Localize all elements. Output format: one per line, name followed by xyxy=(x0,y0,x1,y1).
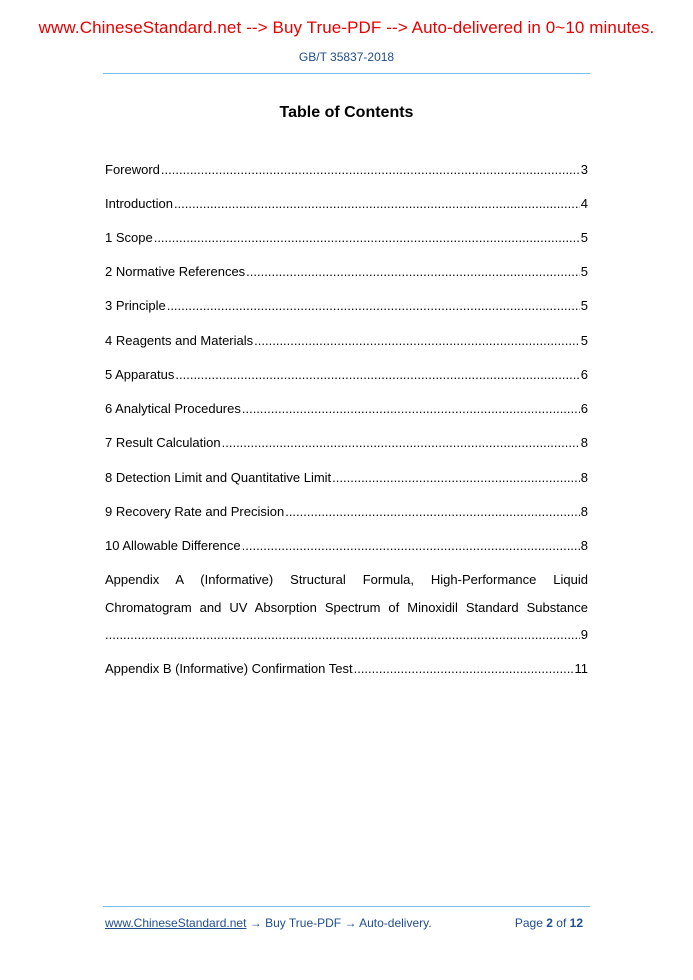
toc-entry-title: Appendix B (Informative) Confirmation Test xyxy=(105,661,353,676)
toc-entry-title: 9 Recovery Rate and Precision xyxy=(105,504,285,519)
toc-entry-page: 8 xyxy=(580,435,588,450)
footer-promo-text: → Buy True-PDF → Auto-delivery. xyxy=(246,916,432,930)
toc-leader-dots xyxy=(167,297,580,315)
toc-entry-normative-references[interactable] xyxy=(105,263,588,281)
toc-entry-apparatus[interactable] xyxy=(105,366,588,384)
toc-entry-title: Introduction xyxy=(105,196,173,211)
toc-entry-page: 5 xyxy=(580,264,588,279)
toc-entry-title: Foreword xyxy=(105,162,160,177)
toc-leader-dots xyxy=(332,469,580,487)
toc-entry-appendix-b[interactable] xyxy=(105,660,588,678)
toc-entry-title: 1 Scope xyxy=(105,230,153,245)
toc-entry-page: 11 xyxy=(574,661,588,676)
toc-leader-dots xyxy=(105,626,580,644)
toc-entry-title: 8 Detection Limit and Quantitative Limit xyxy=(105,470,332,485)
toc-entry-page: 8 xyxy=(580,538,588,553)
toc-leader-dots xyxy=(161,161,580,179)
toc-entry-page: 5 xyxy=(580,298,588,313)
toc-entry-title: 7 Result Calculation xyxy=(105,435,221,450)
footer-page-indicator xyxy=(515,916,583,930)
toc-leader-dots xyxy=(254,332,580,350)
toc-leader-dots xyxy=(242,537,580,555)
toc-entry-appendix-a-line1[interactable]: Appendix A (Informative) Structural Formula, High-Performance Liquid xyxy=(105,572,588,587)
header-divider xyxy=(103,73,590,74)
toc-entry-scope[interactable] xyxy=(105,229,588,247)
toc-entry-appendix-a-page-line[interactable] xyxy=(105,626,588,644)
doc-code-header: GB/T 35837-2018 xyxy=(298,50,395,64)
footer-site-link[interactable]: www.ChineseStandard.net xyxy=(105,916,247,930)
footer-divider xyxy=(103,906,590,907)
toc-leader-dots xyxy=(175,366,579,384)
toc-entry-appendix-a-line2[interactable]: Chromatogram and UV Absorption Spectrum of Minoxidil Standard Substance xyxy=(105,600,588,615)
toc-entry-page: 8 xyxy=(580,470,588,485)
toc-entry-page: 5 xyxy=(580,230,588,245)
of-label: of xyxy=(556,916,567,930)
toc-entry-detection-limit[interactable] xyxy=(105,469,588,487)
toc-entry-page: 9 xyxy=(580,627,588,642)
toc-entry-page: 8 xyxy=(580,504,588,519)
toc-entry-page: 6 xyxy=(580,367,588,382)
toc-leader-dots xyxy=(154,229,580,247)
toc-entry-foreword[interactable] xyxy=(105,161,588,179)
toc-title: Table of Contents xyxy=(279,104,414,121)
toc-entry-introduction[interactable] xyxy=(105,195,588,213)
toc-entry-title: 10 Allowable Difference xyxy=(105,538,241,553)
toc-entry-page: 3 xyxy=(580,162,588,177)
toc-entry-recovery-rate[interactable] xyxy=(105,503,588,521)
toc-entry-title: 2 Normative References xyxy=(105,264,246,279)
toc-entry-title: 3 Principle xyxy=(105,298,166,313)
toc-entry-result-calculation[interactable] xyxy=(105,434,588,452)
page-label: Page xyxy=(514,916,543,930)
total-pages-number: 12 xyxy=(569,916,583,930)
current-page-number: 2 xyxy=(546,916,553,930)
toc-leader-dots xyxy=(354,660,574,678)
toc-leader-dots xyxy=(242,400,580,418)
toc-leader-dots xyxy=(246,263,580,281)
toc-entry-principle[interactable] xyxy=(105,297,588,315)
toc-leader-dots xyxy=(174,195,580,213)
top-banner[interactable]: www.ChineseStandard.net --> Buy True-PDF --> Auto-delivered in 0~10 minutes. xyxy=(38,18,655,37)
toc-entry-procedures[interactable] xyxy=(105,400,588,418)
toc-leader-dots xyxy=(222,434,580,452)
footer-promo xyxy=(105,916,432,930)
toc-entry-title: 5 Apparatus xyxy=(105,367,175,382)
toc-entry-reagents[interactable] xyxy=(105,332,588,350)
toc-entry-page: 4 xyxy=(580,196,588,211)
toc-leader-dots xyxy=(285,503,580,521)
toc-entry-allowable-difference[interactable] xyxy=(105,537,588,555)
toc-entry-title: 6 Analytical Procedures xyxy=(105,401,241,416)
toc-entry-page: 6 xyxy=(580,401,588,416)
toc-entry-page: 5 xyxy=(580,333,588,348)
toc-entry-title: 4 Reagents and Materials xyxy=(105,333,254,348)
